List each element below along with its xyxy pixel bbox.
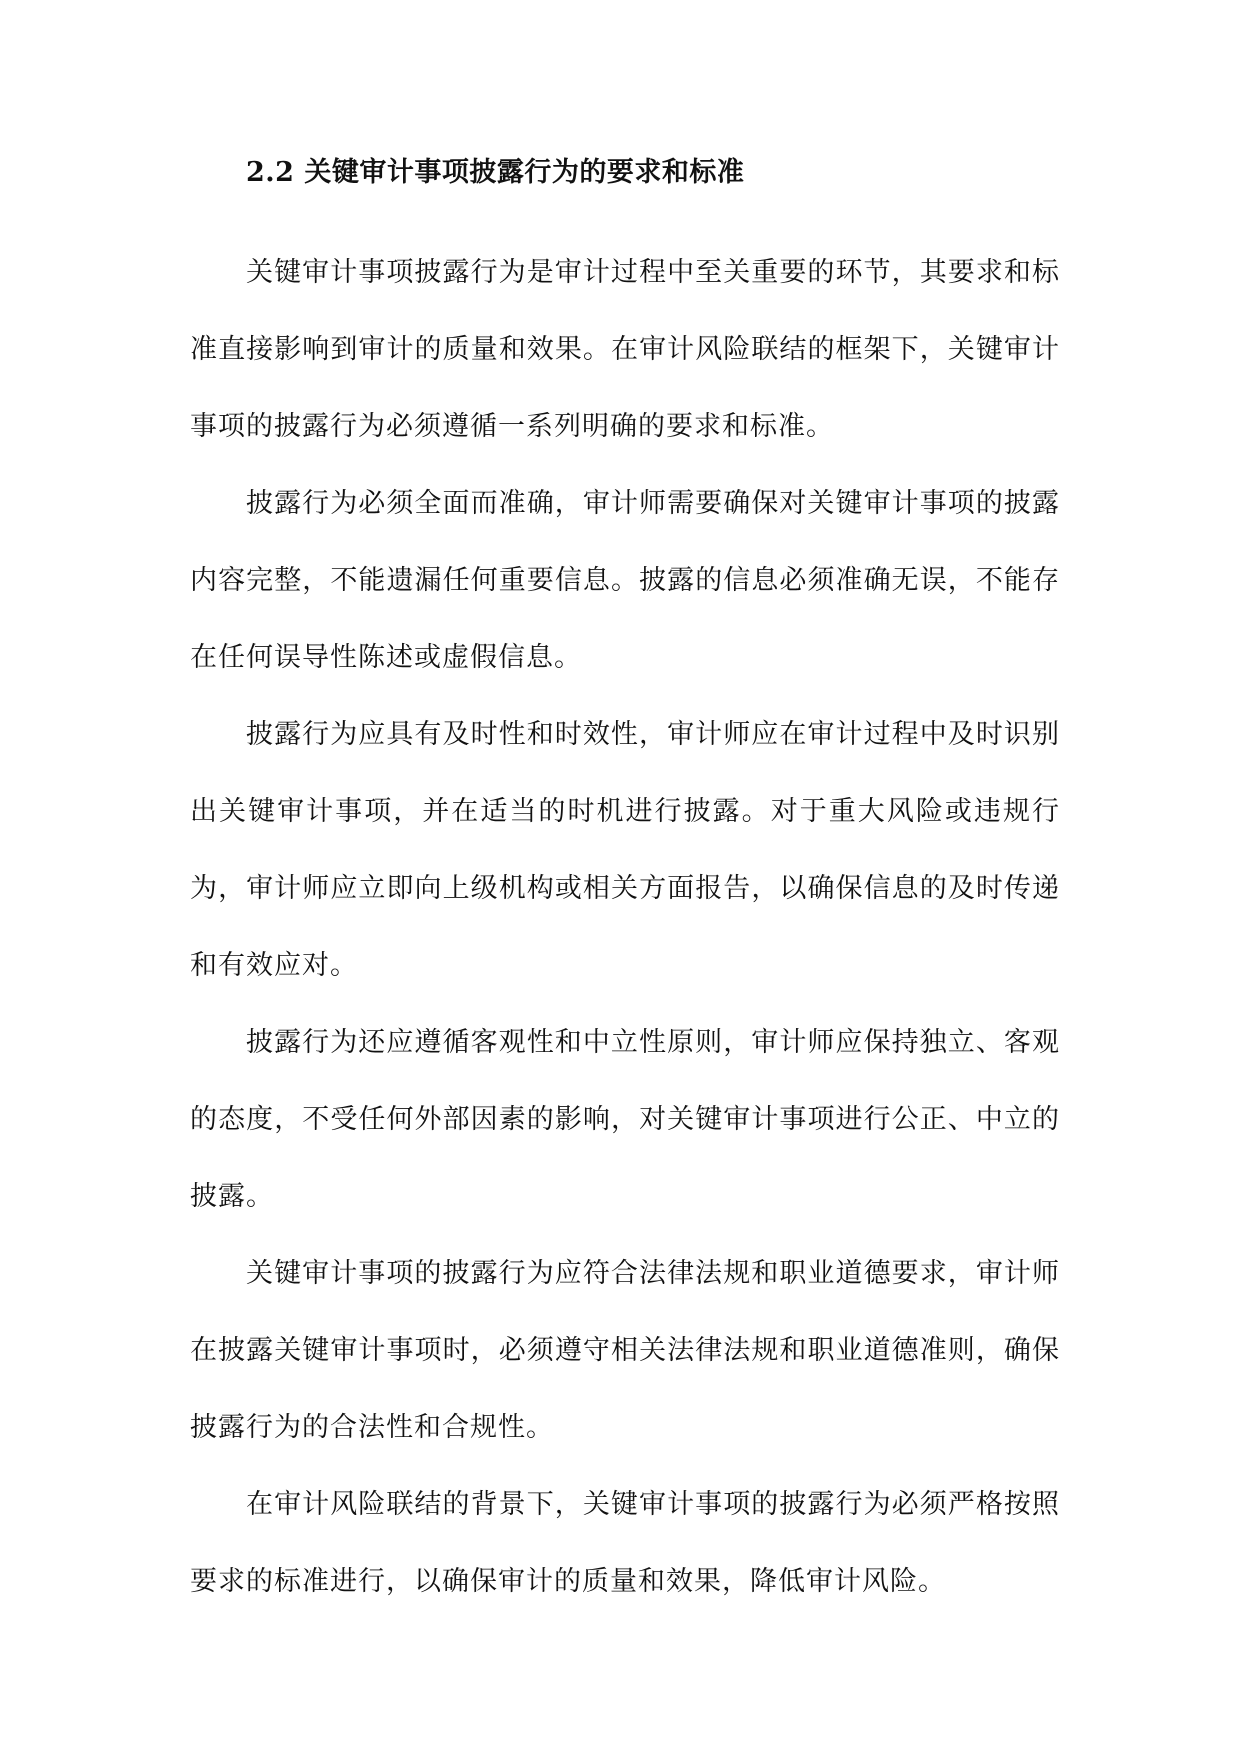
paragraph-3: 披露行为应具有及时性和时效性，审计师应在审计过程中及时识别出关键审计事项，并在适当的时机进行披露。对于重大风险或违规行为，审计师应立即向上级机构或相关方面报告，以确保信息的及时传递和有效应对。 bbox=[190, 719, 1060, 981]
paragraph-1: 关键审计事项披露行为是审计过程中至关重要的环节，其要求和标准直接影响到审计的质量和效果。在审计风险联结的框架下，关键审计事项的披露行为必须遵循一系列明确的要求和标准。 bbox=[190, 257, 1060, 442]
paragraph-2: 披露行为必须全面而准确，审计师需要确保对关键审计事项的披露内容完整，不能遗漏任何重要信息。披露的信息必须准确无误，不能存在任何误导性陈述或虚假信息。 bbox=[190, 488, 1060, 673]
paragraph-6: 在审计风险联结的背景下，关键审计事项的披露行为必须严格按照要求的标准进行，以确保审计的质量和效果，降低审计风险。 bbox=[190, 1489, 1060, 1597]
paragraph-4: 披露行为还应遵循客观性和中立性原则，审计师应保持独立、客观的态度，不受任何外部因素的影响，对关键审计事项进行公正、中立的披露。 bbox=[190, 1027, 1060, 1212]
section-heading: 2.2 关键审计事项披露行为的要求和标准 bbox=[246, 157, 745, 188]
paragraph-5: 关键审计事项的披露行为应符合法律法规和职业道德要求，审计师在披露关键审计事项时，必须遵守相关法律法规和职业道德准则，确保披露行为的合法性和合规性。 bbox=[190, 1258, 1060, 1443]
document-page bbox=[190, 142, 1060, 1620]
